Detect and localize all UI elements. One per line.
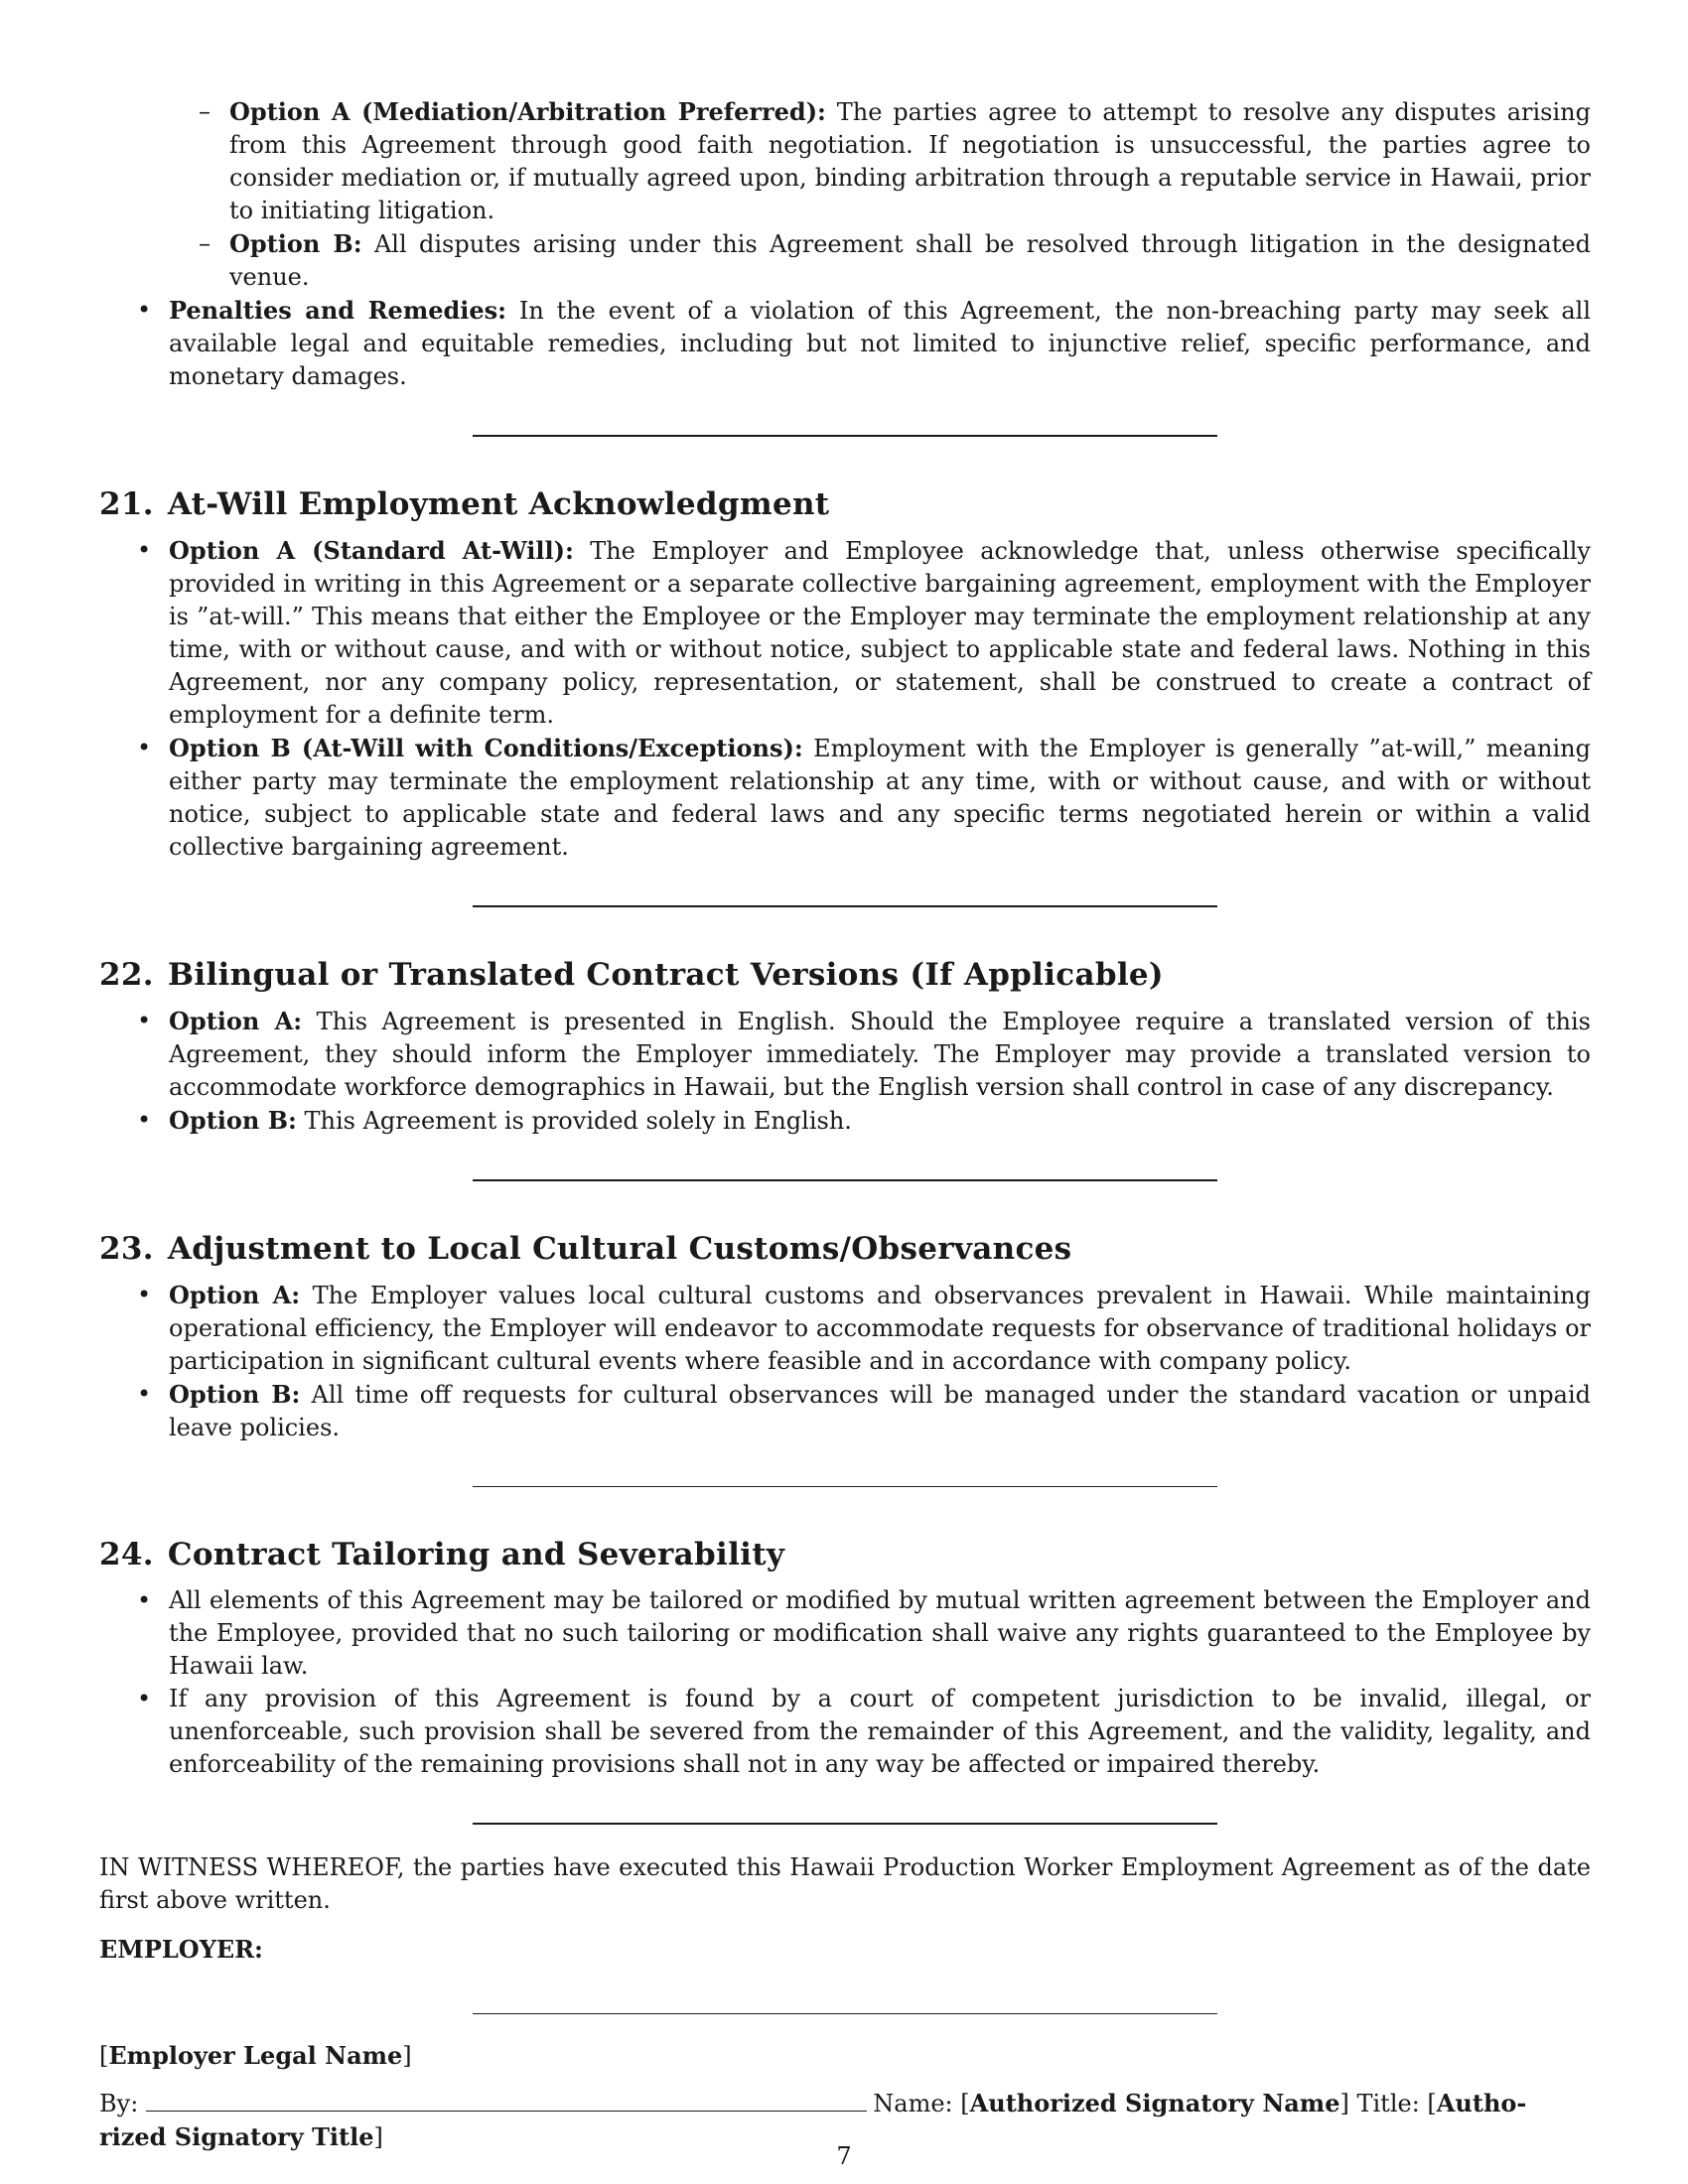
- option-label: Option B:: [169, 1380, 301, 1409]
- section-number: 24.: [99, 1537, 154, 1572]
- by-label: By:: [99, 2090, 139, 2117]
- dispute-option-b: [99, 227, 1591, 294]
- section-divider: [473, 435, 1217, 437]
- option-a-item: [99, 1005, 1591, 1104]
- signatory-title-placeholder-cont: rized Signatory Title: [99, 2122, 374, 2151]
- signatory-name-placeholder: Authorized Signatory Name: [969, 2089, 1340, 2117]
- bullet-marker: •: [137, 734, 152, 761]
- option-text: The Employer and Employee acknowledge that, unless otherwise specifically provided in writing in this Agreement or a separate collective bargaining agreement, employment with the Employer is ”at-will.” This means that either the Employee or the Employer may terminate the employment relationship at any time, with or without cause, and with or without notice, subject to applicable state and federal laws. Nothing in this Agreement, nor any company policy, representation, or statement, shall be construed to create a contract of employment for a definite term.: [169, 537, 1591, 729]
- option-text: The parties agree to attempt to resolve any disputes arising from this Agreement through good faith negotiation. If negotiation is unsuccessful, the parties agree to consider mediation or, if mutually agreed upon, binding arbitration through a reputable service in Hawaii, prior to initiating litigation.: [229, 98, 1591, 224]
- section-title: Contract Tailoring and Severability: [167, 1537, 785, 1572]
- section-divider: [473, 905, 1217, 907]
- option-text: In the event of a violation of this Agreement, the non-breaching party may seek all available legal and equitable remedies, including but not limited to injunctive relief, specific performance, and monetary damages.: [169, 297, 1591, 390]
- dispute-options-list: [99, 95, 1591, 294]
- section-number: 23.: [99, 1231, 154, 1267]
- option-b-item: [99, 732, 1591, 864]
- employer-signature-line[interactable]: [473, 2013, 1217, 2014]
- option-label: Option B:: [169, 1106, 297, 1135]
- option-text: All disputes arising under this Agreement shall be resolved through litigation in the designated venue.: [229, 230, 1591, 291]
- option-label: Penalties and Remedies:: [169, 296, 507, 325]
- section-divider: [473, 1179, 1217, 1181]
- bullet-marker: •: [137, 1007, 152, 1034]
- option-label: Option A:: [169, 1007, 303, 1035]
- section-title: Bilingual or Translated Contract Versions (If Applicable): [167, 957, 1164, 993]
- severability-item: [99, 1683, 1591, 1781]
- witness-statement: IN WITNESS WHEREOF, the parties have executed this Hawaii Production Worker Employment Agreement as of the date first above written.: [99, 1853, 1591, 1914]
- section-list: [99, 534, 1591, 864]
- section-title: At-Will Employment Acknowledgment: [167, 486, 830, 522]
- employer-legal-name: [Employer Legal Name]: [99, 2041, 412, 2070]
- option-text: This Agreement is presented in English. Should the Employee require a translated version of this Agreement, they should inform the Employer immediately. The Employer may provide a translated version to accommodate workforce demographics in Hawaii, but the English version shall control in case of any discrepancy.: [169, 1008, 1591, 1101]
- option-label: Option A (Standard At-Will):: [169, 536, 574, 565]
- option-text: Employment with the Employer is generally ”at-will,” meaning either party may terminate the employment relationship at any time, with or without cause, and with or without notice, subject to applicable state and federal laws and any specific terms negotiated herein or within a valid collective bargaining agreement.: [169, 735, 1591, 861]
- name-label: Name:: [873, 2090, 953, 2117]
- item-text: If any provision of this Agreement is found by a court of competent jurisdiction to be invalid, illegal, or unenforceable, such provision shall be severed from the remainder of this Agreement, and the validity, legality, and enforceability of the remaining provisions shall not in any way be affected or impaired thereby.: [169, 1685, 1591, 1778]
- option-b-item: [99, 1104, 1591, 1138]
- dash-marker: –: [199, 229, 211, 257]
- section-title: Adjustment to Local Cultural Customs/Observances: [167, 1231, 1072, 1267]
- option-label: Option A:: [169, 1281, 301, 1309]
- carryover-options: [99, 95, 1591, 294]
- section-24: [99, 1535, 1591, 1781]
- option-a-item: [99, 534, 1591, 732]
- carryover-list: [99, 95, 1591, 393]
- bullet-marker: •: [137, 536, 152, 564]
- option-text: This Agreement is provided solely in English.: [304, 1107, 852, 1135]
- section-heading: [99, 1229, 1591, 1269]
- bullet-marker: •: [137, 1281, 152, 1308]
- option-b-item: [99, 1378, 1591, 1444]
- section-number: 21.: [99, 486, 154, 522]
- section-23: [99, 1229, 1591, 1444]
- section-list: [99, 1279, 1591, 1444]
- dash-marker: –: [199, 97, 211, 125]
- option-label: Option B (At-Will with Conditions/Exceptions):: [169, 734, 803, 762]
- option-label: Option B:: [229, 229, 362, 258]
- section-21: [99, 484, 1591, 864]
- by-signature-field[interactable]: [146, 2089, 867, 2112]
- document-page: [99, 95, 1591, 2154]
- bullet-marker: •: [137, 1586, 152, 1614]
- title-label: Title:: [1356, 2090, 1420, 2117]
- penalties-item: [99, 294, 1591, 393]
- bullet-marker: •: [137, 296, 152, 324]
- section-divider: [473, 1823, 1217, 1825]
- option-text: The Employer values local cultural customs and observances prevalent in Hawaii. While maintaining operational efficiency, the Employer will endeavor to accommodate requests for observance of traditional holidays or participation in significant cultural events where feasible and in accordance with company policy.: [169, 1282, 1591, 1375]
- section-list: [99, 1005, 1591, 1138]
- section-number: 22.: [99, 957, 154, 993]
- bullet-marker: •: [137, 1685, 152, 1712]
- legal-name-placeholder: Employer Legal Name: [108, 2041, 403, 2070]
- option-text: All time off requests for cultural observances will be managed under the standard vacation or unpaid leave policies.: [169, 1381, 1591, 1441]
- tailoring-item: [99, 1584, 1591, 1683]
- employer-label: EMPLOYER:: [99, 1935, 263, 1964]
- dispute-option-a: [99, 95, 1591, 227]
- section-list: [99, 1584, 1591, 1781]
- section-heading: [99, 955, 1591, 995]
- signatory-row: By: Name: [Authorized Signatory Name] Title: [Autho- rized Signatory Title]: [99, 2089, 1527, 2151]
- section-22: [99, 955, 1591, 1138]
- bullet-marker: •: [137, 1106, 152, 1134]
- section-heading: [99, 484, 1591, 524]
- page-number: 7: [836, 2142, 852, 2170]
- option-label: Option A (Mediation/Arbitration Preferred):: [229, 97, 826, 126]
- signatory-title-placeholder: Autho-: [1436, 2089, 1527, 2117]
- item-text: All elements of this Agreement may be tailored or modified by mutual written agreement between the Employer and the Employee, provided that no such tailoring or modification shall waive any rights guaranteed to the Employee by Hawaii law.: [169, 1586, 1591, 1680]
- section-heading: [99, 1535, 1591, 1574]
- bullet-marker: •: [137, 1380, 152, 1408]
- option-a-item: [99, 1279, 1591, 1378]
- section-divider: [473, 1486, 1217, 1487]
